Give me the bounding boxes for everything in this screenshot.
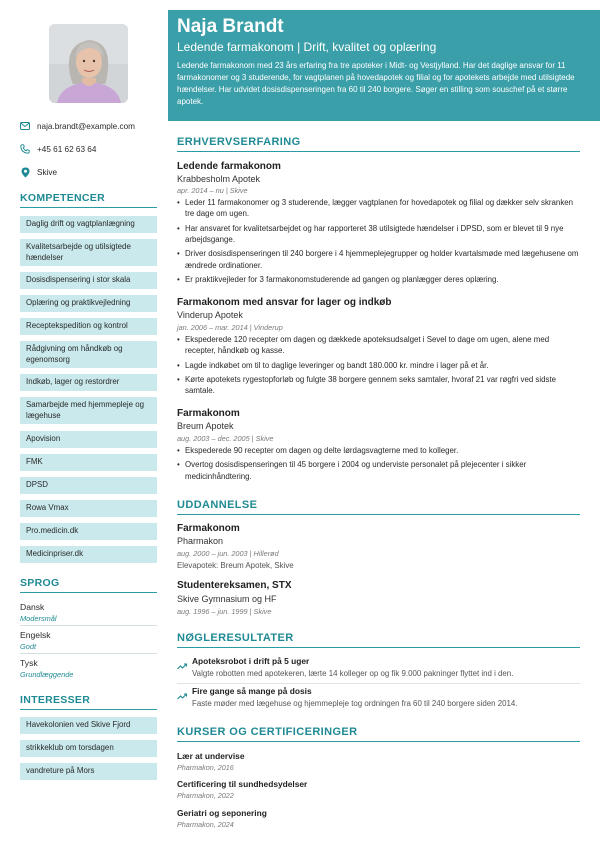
bullet-item: • Har ansvaret for kvalitetsarbejdet og har rapporteret 38 utilsigtede hændelser i DPSD, som er blevet til 9 nye arbejdsgange.	[177, 223, 580, 246]
skill-chip: DPSD	[20, 477, 157, 494]
language-level: Modersmål	[20, 614, 57, 623]
job-company: Breum Apotek	[177, 421, 234, 431]
interests-heading: INTERESSER	[20, 694, 157, 710]
job-meta: jan. 2006 – mar. 2014 | Vinderup	[177, 323, 283, 332]
skill-chip: Rådgivning om håndkøb og egenomsorg	[20, 341, 157, 368]
skill-chip: Receptekspedition og kontrol	[20, 318, 157, 335]
divider	[177, 683, 580, 684]
course-title: Geriatri og seponering	[177, 808, 267, 818]
achievement-desc: Valgte robotten med apotekeren, lærte 14 kolleger op og fik 9.000 pakninger flyttet ind i den.	[192, 669, 514, 678]
course-meta: Pharmakon, 2024	[177, 820, 234, 829]
skill-chip: Pro.medicin.dk	[20, 523, 157, 540]
course-meta: Pharmakon, 2016	[177, 763, 234, 772]
profile-photo	[49, 24, 128, 103]
achievement-title: Fire gange så mange på dosis	[192, 686, 312, 696]
experience-heading: ERHVERVSERFARING	[177, 136, 580, 152]
bullet-item: • Kørte apotekets rygestopforløb og fulgte 38 borgere gennem seks samtaler, hvoraf 21 var røgfri ved sidste samtale.	[177, 374, 580, 397]
skill-chip: Rowa Vmax	[20, 500, 157, 517]
language-name: Dansk	[20, 602, 45, 612]
education-school: Pharmakon	[177, 536, 224, 546]
skills-heading: KOMPETENCER	[20, 192, 157, 208]
location-text: Skive	[37, 167, 58, 177]
skill-chip: Indkøb, lager og restordrer	[20, 374, 157, 391]
trend-up-icon	[177, 686, 187, 708]
skill-chip: FMK	[20, 454, 157, 471]
divider	[20, 653, 157, 654]
achievements-heading: NØGLERESULTATER	[177, 632, 580, 648]
course-title: Lær at undervise	[177, 751, 245, 761]
divider	[20, 625, 157, 626]
skill-chip: Oplæring og praktikvejledning	[20, 295, 157, 312]
language-level: Godt	[20, 642, 37, 651]
skill-chip: Apovision	[20, 431, 157, 448]
job-company: Vinderup Apotek	[177, 310, 243, 320]
map-pin-icon	[20, 167, 30, 177]
job-company: Krabbesholm Apotek	[177, 174, 261, 184]
education-meta: aug. 1996 – jun. 1999 | Skive	[177, 607, 272, 616]
contact-email[interactable]	[20, 121, 165, 131]
person-summary: Ledende farmakonom med 23 års erfaring fra tre apoteker i Midt- og Vestjylland. Har det daglige ansvar for 11 farmakonomer og 3 studerende, for vagtplanen på hovedapotek og filial og for apotekets arbejde med utilsigtede hændelser. Har udvidet dosisdispenseringen fra 60 til 240 borgere. Søger en stilling som souschef på et større apotek.	[177, 61, 575, 106]
bullet-item: • Ekspederede 120 recepter om dagen og dækkede apoteksudsalget i Sevel to dage om ugen, alene med recepter, håndkøb og kasse.	[177, 334, 580, 357]
job-bullets	[177, 334, 580, 399]
achievement-item	[177, 686, 580, 708]
achievement-desc: Faste møder med lægehuse og hjemmepleje tog ordningen fra 60 til 240 borgere siden 2014.	[192, 699, 518, 708]
bullet-item: • Leder 11 farmakonomer og 3 studerende, lægger vagtplanen for hovedapotek og filial og dækker selv skranken tre dage om ugen.	[177, 197, 580, 220]
language-name: Tysk	[20, 658, 38, 668]
education-meta: aug. 2000 – jun. 2003 | Hillerød	[177, 549, 279, 558]
education-note: Elevapotek: Breum Apotek, Skive	[177, 561, 294, 570]
header-banner	[168, 10, 600, 121]
contact-phone[interactable]	[20, 144, 165, 154]
education-school: Skive Gymnasium og HF	[177, 594, 277, 604]
interest-chip: vandreture på Mors	[20, 763, 157, 780]
job-meta: apr. 2014 – nu | Skive	[177, 186, 248, 195]
bullet-item: • Lagde indkøbet om til to daglige leveringer og bandt 180.000 kr. mindre i lager på et år.	[177, 360, 580, 371]
course-title: Certificering til sundhedsydelser	[177, 779, 308, 789]
phone-text: +45 61 62 63 64	[37, 144, 97, 154]
job-title: Ledende farmakonom	[177, 161, 281, 172]
job-bullets	[177, 445, 580, 485]
job-title: Farmakonom	[177, 408, 240, 419]
job-meta: aug. 2003 – dec. 2005 | Skive	[177, 434, 274, 443]
achievement-item	[177, 656, 580, 678]
language-level: Grundlæggende	[20, 670, 74, 679]
courses-heading: KURSER OG CERTIFICERINGER	[177, 726, 580, 742]
skill-chip: Medicinpriser.dk	[20, 546, 157, 563]
person-name: Naja Brandt	[177, 16, 284, 37]
interest-chip: strikkeklub om torsdagen	[20, 740, 157, 757]
skill-chip: Samarbejde med hjemmepleje og lægehuse	[20, 397, 157, 424]
language-name: Engelsk	[20, 630, 51, 640]
job-bullets	[177, 197, 580, 288]
course-meta: Pharmakon, 2022	[177, 791, 234, 800]
education-title: Studentereksamen, STX	[177, 580, 292, 591]
job-title: Farmakonom med ansvar for lager og indkøb	[177, 297, 392, 308]
education-heading: UDDANNELSE	[177, 499, 580, 515]
skill-chip: Daglig drift og vagtplanlægning	[20, 216, 157, 233]
skill-chip: Kvalitetsarbejde og utilsigtede hændelser	[20, 239, 157, 266]
phone-icon	[20, 144, 30, 154]
bullet-item: • Ekspederede 90 recepter om dagen og delte lørdagsvagterne med to kolleger.	[177, 445, 580, 456]
contact-location	[20, 167, 165, 177]
interest-chip: Havekolonien ved Skive Fjord	[20, 717, 157, 734]
achievement-title: Apoteksrobot i drift på 5 uger	[192, 656, 310, 666]
skill-chip: Dosisdispensering i stor skala	[20, 272, 157, 289]
bullet-item: • Driver dosisdispenseringen til 240 borgere i 4 hjemmeplejegrupper og holder kvartalsmøde med lægehusene om ændrede ordinationer.	[177, 248, 580, 271]
email-text: naja.brandt@example.com	[37, 121, 135, 131]
person-role: Ledende farmakonom | Drift, kvalitet og oplæring	[177, 40, 437, 54]
education-title: Farmakonom	[177, 523, 240, 534]
bullet-item: • Overtog dosisdispenseringen til 45 borgere i 2004 og underviste personalet på plejecenter i sikker medicinhåndtering.	[177, 459, 580, 482]
bullet-item: • Er praktikvejleder for 3 farmakonomstuderende ad gangen og planlægger deres oplæring.	[177, 274, 580, 285]
languages-heading: SPROG	[20, 577, 157, 593]
envelope-icon	[20, 121, 30, 131]
trend-up-icon	[177, 656, 187, 678]
